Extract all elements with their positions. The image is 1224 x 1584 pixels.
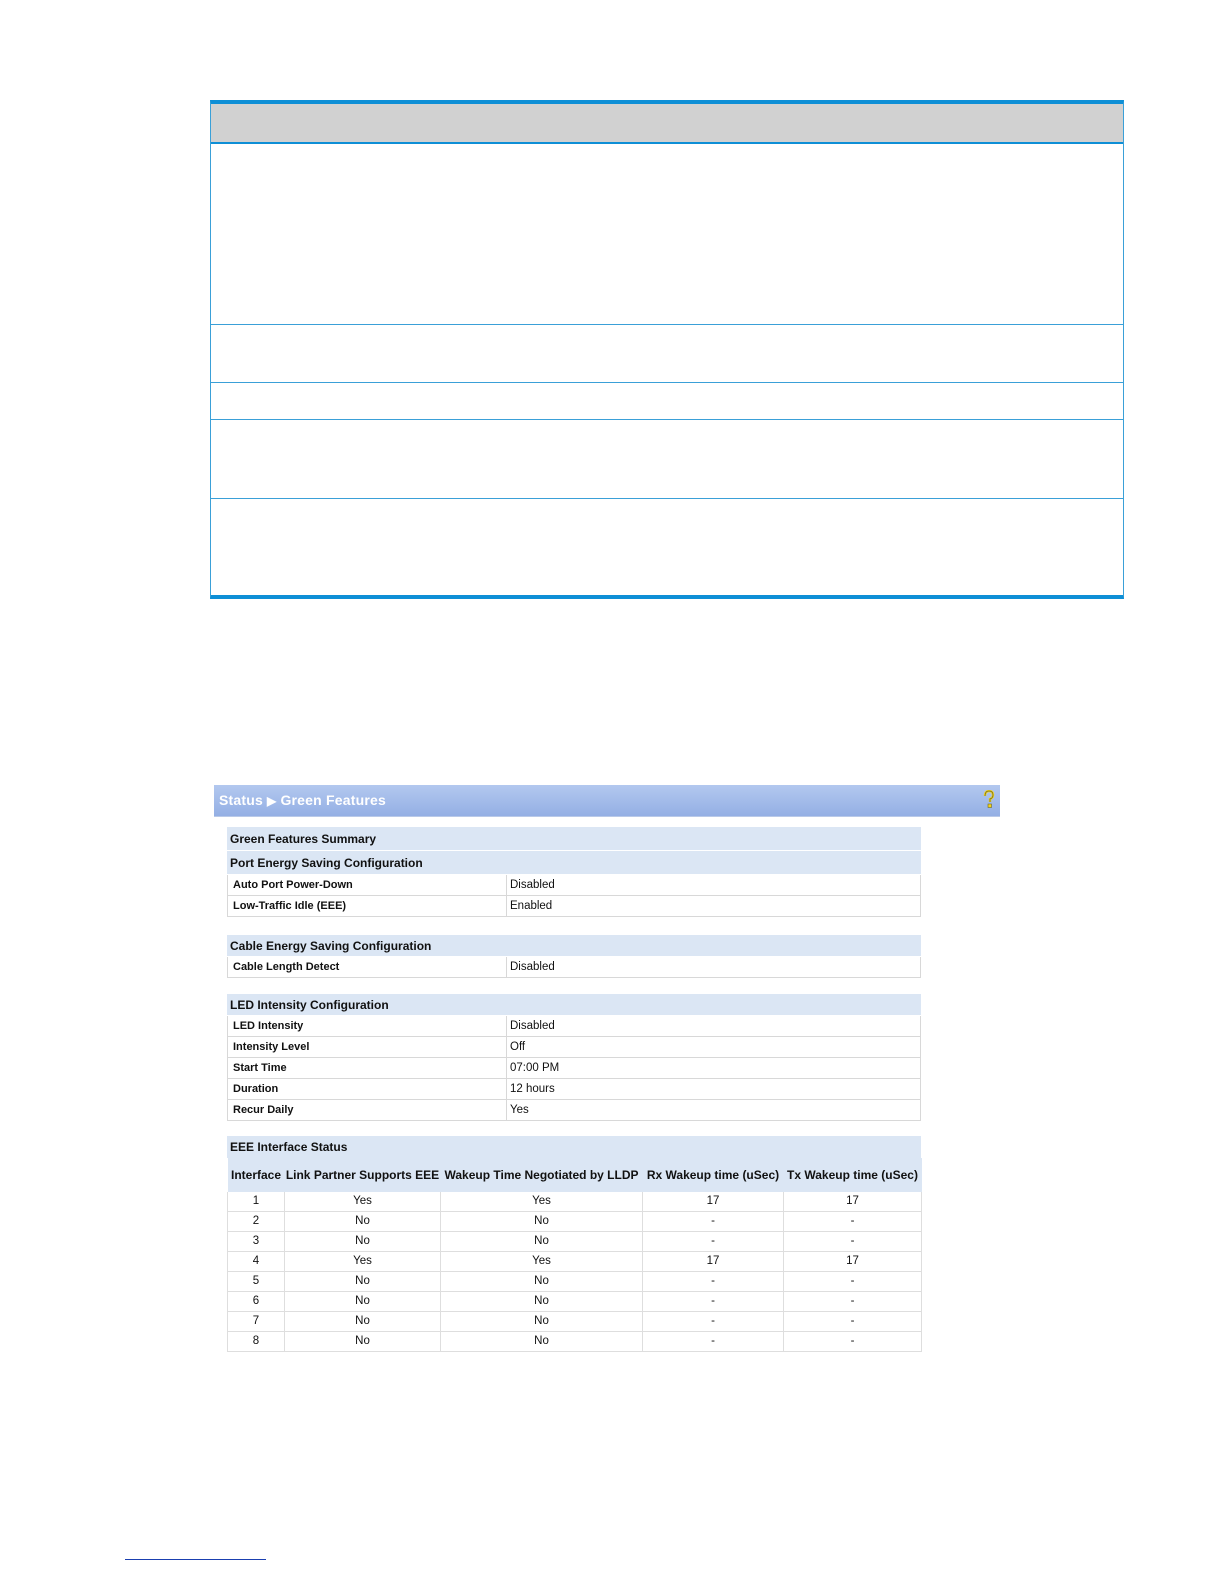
table-cell: Yes (285, 1192, 441, 1212)
table-row (228, 1058, 920, 1079)
table-divider (211, 419, 1123, 420)
table-row (228, 1312, 922, 1332)
eee-title: EEE Interface Status (227, 1136, 921, 1158)
table-cell: No (285, 1292, 441, 1312)
breadcrumb-page: Green Features (280, 792, 386, 808)
column-header: Tx Wakeup time (uSec) (784, 1158, 922, 1192)
table-cell: No (285, 1212, 441, 1232)
eee-table-body (228, 1192, 922, 1352)
table-cell: 5 (228, 1272, 285, 1292)
table-row (228, 1272, 922, 1292)
row-label: Auto Port Power-Down (228, 875, 507, 895)
cable-energy-rows (227, 957, 921, 978)
table-row (228, 957, 920, 978)
row-label: LED Intensity (228, 1016, 507, 1036)
table-cell: - (784, 1272, 922, 1292)
table-cell: - (643, 1232, 784, 1252)
row-value: Disabled (510, 961, 555, 973)
table-cell: Yes (441, 1252, 643, 1272)
led-title: LED Intensity Configuration (227, 994, 921, 1016)
table-cell: - (643, 1272, 784, 1292)
table-row (228, 896, 920, 917)
led-rows (227, 1016, 921, 1121)
table-row (228, 1292, 922, 1312)
column-header: Wakeup Time Negotiated by LLDP (441, 1158, 643, 1192)
help-icon[interactable] (982, 790, 996, 810)
breadcrumb (219, 792, 386, 808)
table-cell: No (441, 1312, 643, 1332)
table-cell: Yes (441, 1192, 643, 1212)
green-features-summary (227, 827, 921, 917)
table-cell: 7 (228, 1312, 285, 1332)
table-cell: - (784, 1232, 922, 1252)
column-header: Link Partner Supports EEE (285, 1158, 441, 1192)
table-divider (211, 324, 1123, 325)
breadcrumb-section[interactable]: Status (219, 792, 263, 808)
table-row (228, 1037, 920, 1058)
document-table-header (211, 104, 1123, 144)
table-cell: 8 (228, 1332, 285, 1352)
summary-title: Green Features Summary (227, 827, 921, 851)
table-cell: 17 (643, 1192, 784, 1212)
title-bar (214, 785, 1000, 817)
port-energy-title: Port Energy Saving Configuration (227, 851, 921, 875)
table-cell: 3 (228, 1232, 285, 1252)
table-cell: - (643, 1332, 784, 1352)
table-cell: 4 (228, 1252, 285, 1272)
footer-rule (125, 1559, 266, 1560)
row-value: Disabled (510, 879, 555, 891)
table-cell: - (784, 1312, 922, 1332)
table-cell: 17 (784, 1252, 922, 1272)
table-row (228, 1232, 922, 1252)
port-energy-rows (227, 875, 921, 917)
table-divider (211, 498, 1123, 499)
eee-table (227, 1158, 922, 1352)
row-value: Off (510, 1041, 526, 1053)
table-cell: - (643, 1312, 784, 1332)
row-label: Recur Daily (228, 1100, 507, 1120)
table-cell: No (285, 1312, 441, 1332)
row-value: Yes (510, 1104, 529, 1116)
table-cell: - (784, 1212, 922, 1232)
row-label: Low-Traffic Idle (EEE) (228, 896, 507, 916)
table-cell: No (441, 1332, 643, 1352)
table-cell: No (285, 1232, 441, 1252)
cable-energy-section (227, 935, 921, 978)
table-row (228, 1252, 922, 1272)
table-cell: No (441, 1272, 643, 1292)
eee-interface-status (227, 1136, 921, 1352)
table-divider (211, 382, 1123, 383)
table-row (228, 1212, 922, 1232)
cable-energy-title: Cable Energy Saving Configuration (227, 935, 921, 957)
table-cell: No (441, 1292, 643, 1312)
table-cell: 17 (643, 1252, 784, 1272)
table-row (228, 1100, 920, 1121)
table-cell: - (784, 1332, 922, 1352)
row-label: Cable Length Detect (228, 957, 507, 977)
table-cell: - (643, 1292, 784, 1312)
table-cell: No (441, 1232, 643, 1252)
row-value: Enabled (510, 900, 553, 912)
table-cell: 2 (228, 1212, 285, 1232)
document-table (210, 100, 1124, 599)
table-cell: Yes (285, 1252, 441, 1272)
table-cell: 17 (784, 1192, 922, 1212)
table-cell: No (441, 1212, 643, 1232)
column-header: Rx Wakeup time (uSec) (643, 1158, 784, 1192)
led-intensity-section (227, 994, 921, 1121)
table-cell: No (285, 1332, 441, 1352)
eee-header-row (228, 1158, 922, 1192)
table-cell: No (285, 1272, 441, 1292)
table-cell: - (643, 1212, 784, 1232)
table-row (228, 1016, 920, 1037)
breadcrumb-arrow-icon: ▶ (267, 794, 277, 808)
column-header: Interface (228, 1158, 285, 1192)
row-value: Disabled (510, 1020, 555, 1032)
row-value: 07:00 PM (510, 1062, 560, 1074)
table-cell: 1 (228, 1192, 285, 1212)
table-row (228, 875, 920, 896)
table-row (228, 1079, 920, 1100)
table-row (228, 1192, 922, 1212)
row-label: Intensity Level (228, 1037, 507, 1057)
row-label: Start Time (228, 1058, 507, 1078)
table-cell: 6 (228, 1292, 285, 1312)
row-value: 12 hours (510, 1083, 555, 1095)
table-row (228, 1332, 922, 1352)
table-cell: - (784, 1292, 922, 1312)
row-label: Duration (228, 1079, 507, 1099)
